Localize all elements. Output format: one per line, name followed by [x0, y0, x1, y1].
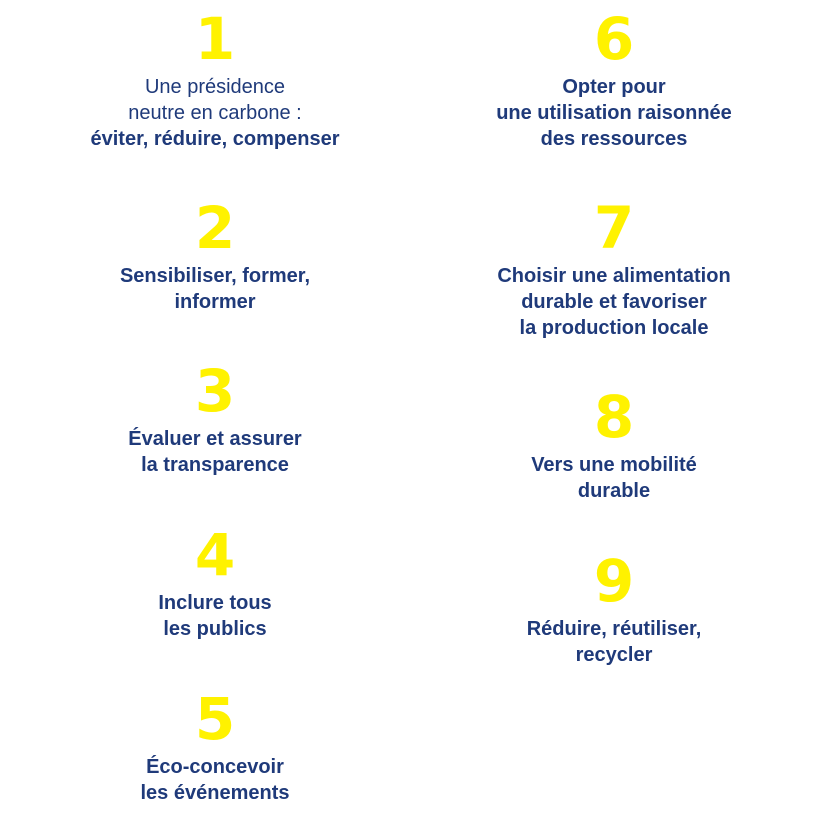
commitment-number-6: 6 — [593, 5, 635, 73]
commitment-item-5 — [50, 685, 380, 806]
commitment-number-3: 3 — [194, 357, 236, 425]
commitment-7-line-1: Choisir une alimentation — [497, 265, 731, 287]
commitment-3-line-2: la transparence — [141, 454, 289, 476]
commitment-item-9 — [449, 547, 779, 668]
commitment-2-line-1: Sensibiliser, former, — [119, 265, 311, 287]
commitment-number-9: 9 — [593, 547, 635, 615]
commitment-item-6 — [449, 5, 779, 152]
commitment-1-line-3: éviter, réduire, compenser — [90, 128, 340, 150]
commitment-1-line-1: Une présidence — [144, 76, 286, 98]
commitment-7-line-3: la production locale — [519, 317, 709, 339]
commitment-1-line-2: neutre en carbone : — [128, 102, 302, 124]
commitment-7-line-2: durable et favoriser — [521, 291, 707, 313]
commitment-item-4 — [50, 521, 380, 642]
commitment-8-line-1: Vers une mobilité — [531, 454, 697, 476]
commitment-item-7 — [449, 194, 779, 341]
commitment-number-2: 2 — [194, 194, 236, 262]
commitment-item-2 — [50, 194, 380, 315]
commitment-4-line-1: Inclure tous — [158, 592, 272, 614]
commitment-6-line-1: Opter pour — [562, 76, 666, 98]
commitment-number-7: 7 — [593, 194, 635, 262]
commitment-item-1 — [50, 5, 380, 152]
commitment-9-line-2: recycler — [575, 644, 653, 666]
commitment-item-8 — [449, 383, 779, 504]
commitment-number-8: 8 — [593, 383, 635, 451]
commitment-item-3 — [50, 357, 380, 478]
commitment-8-line-2: durable — [577, 480, 651, 502]
commitment-2-line-2: informer — [174, 291, 256, 313]
commitment-6-line-2: une utilisation raisonnée — [496, 102, 732, 124]
commitment-6-line-3: des ressources — [540, 128, 688, 150]
commitment-number-5: 5 — [194, 685, 236, 753]
commitment-number-1: 1 — [194, 5, 236, 73]
commitment-4-line-2: les publics — [163, 618, 267, 640]
commitment-9-line-1: Réduire, réutiliser, — [526, 618, 702, 640]
commitment-number-4: 4 — [194, 521, 236, 589]
commitment-3-line-1: Évaluer et assurer — [128, 428, 302, 450]
commitment-5-line-2: les événements — [140, 782, 290, 804]
commitment-5-line-1: Éco-concevoir — [146, 756, 284, 778]
